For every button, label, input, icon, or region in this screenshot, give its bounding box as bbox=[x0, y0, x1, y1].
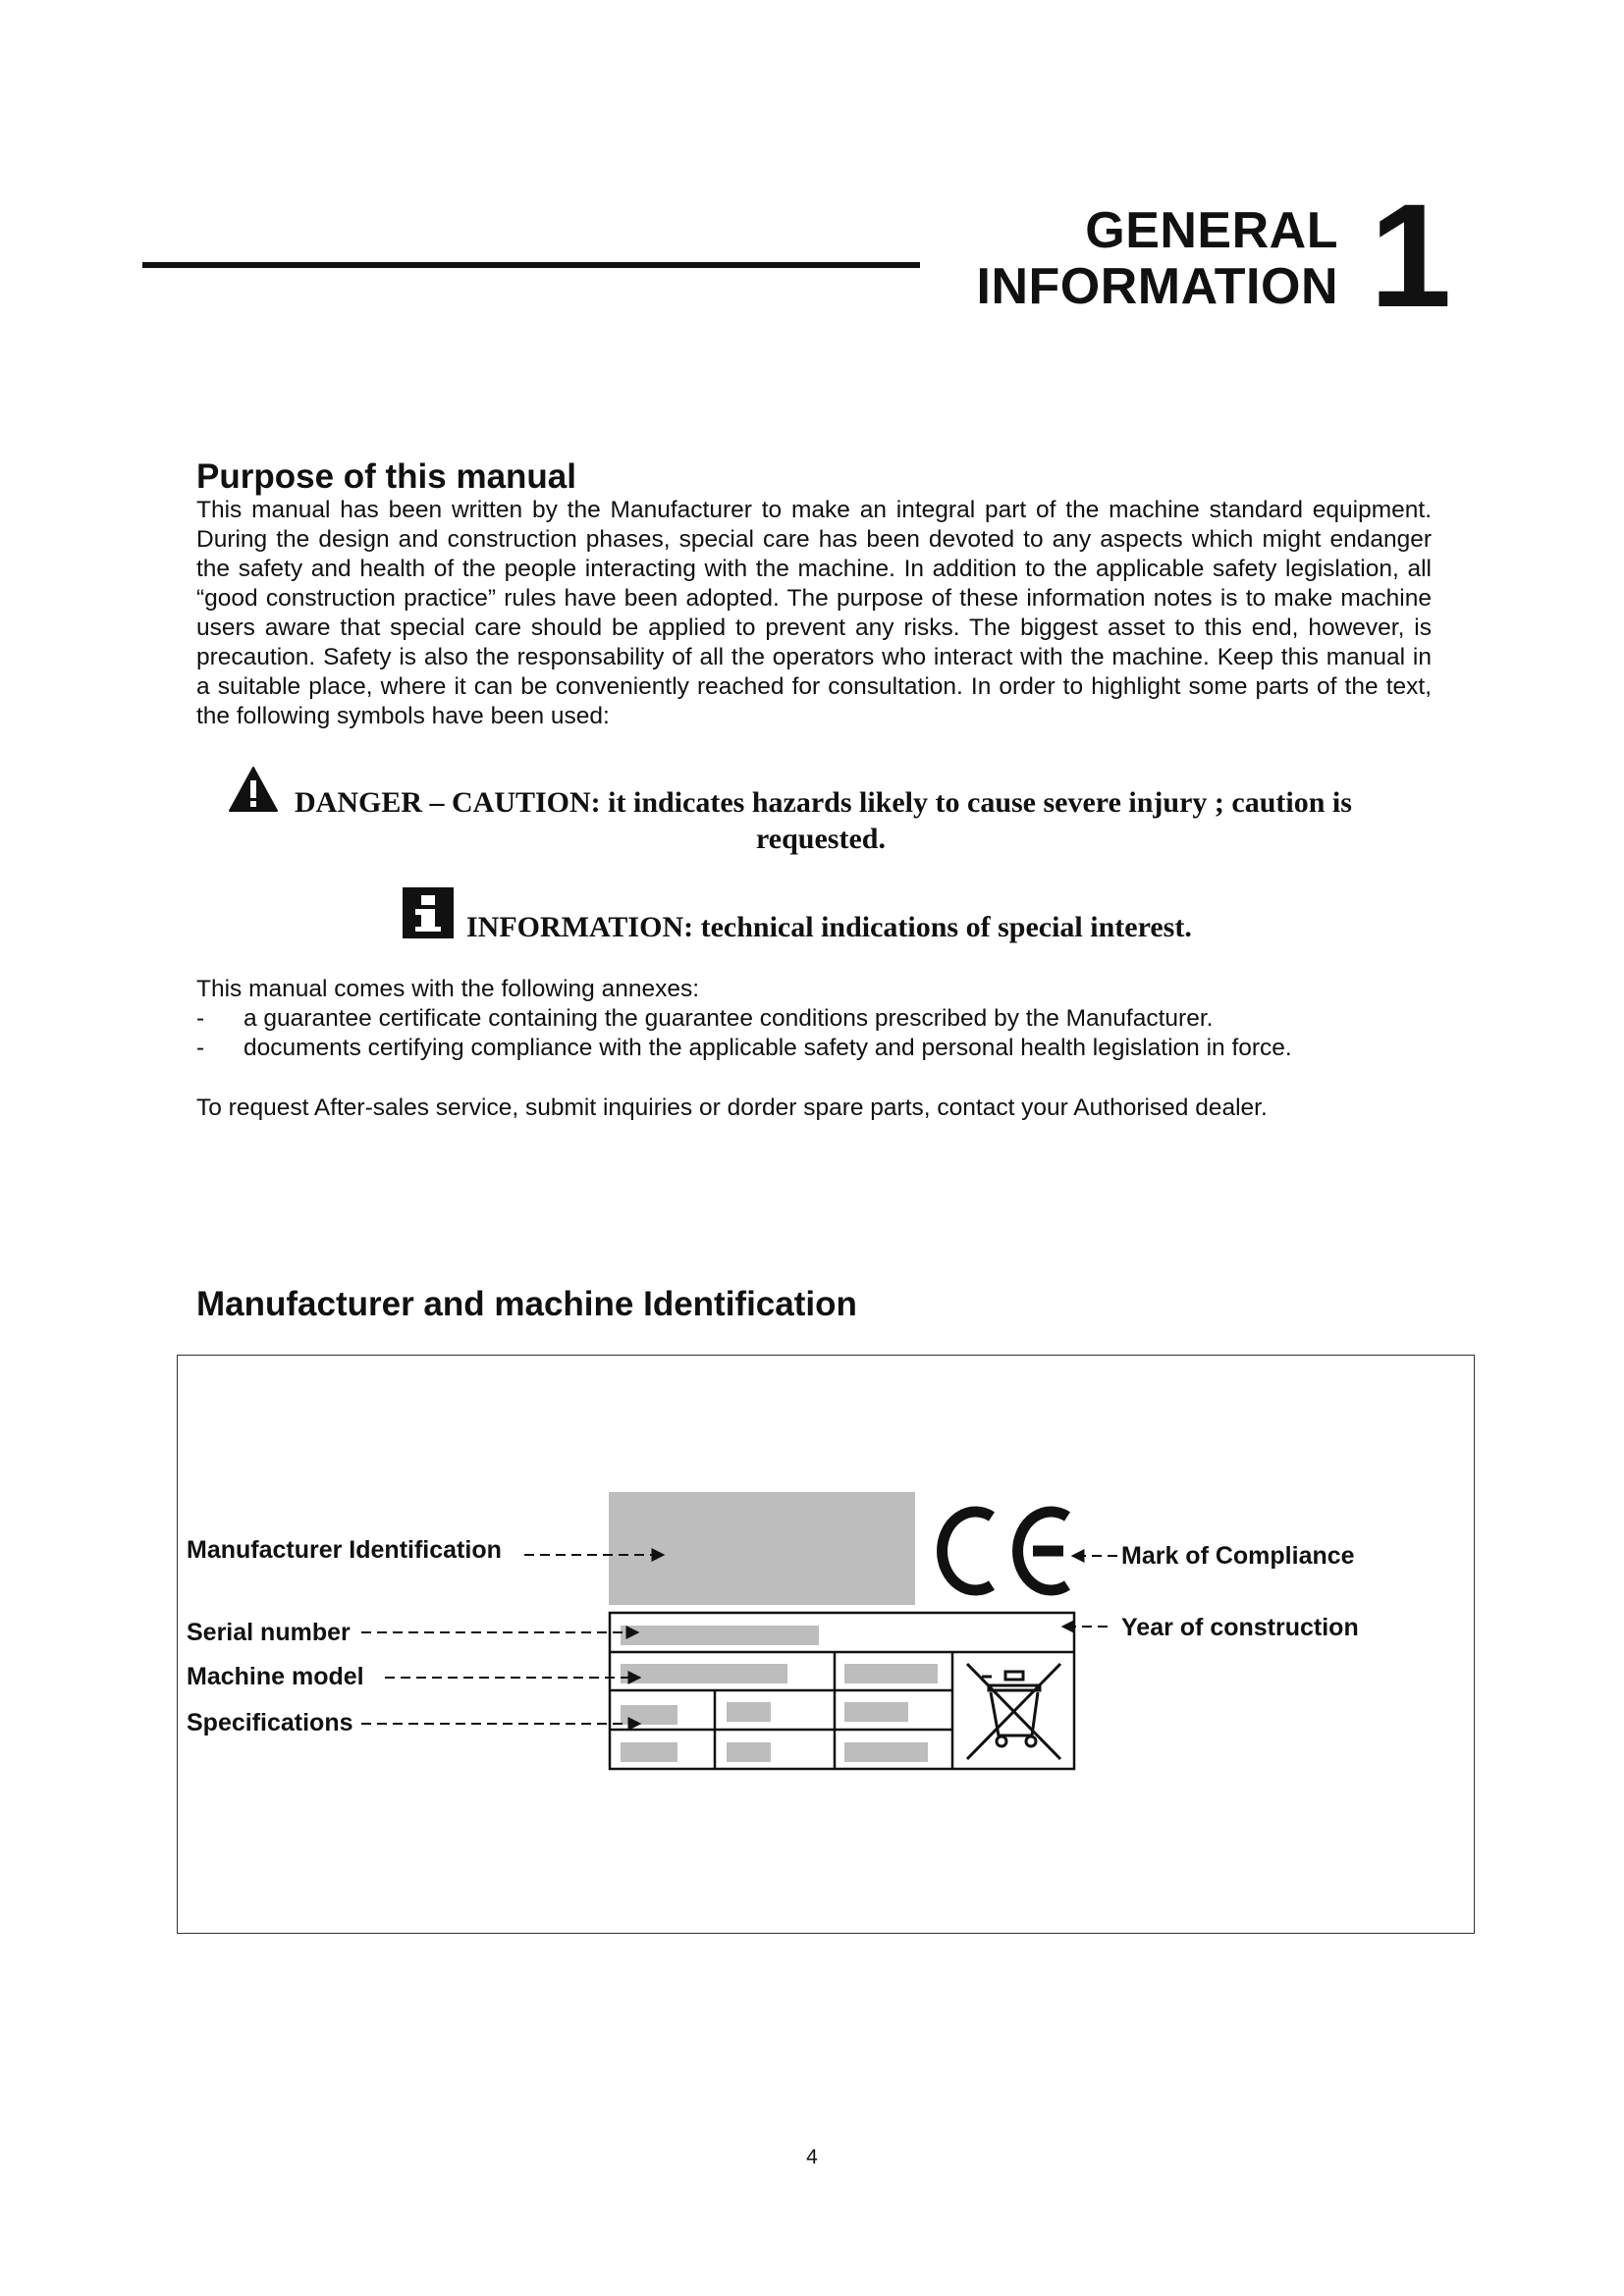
page-number: 4 bbox=[806, 2146, 818, 2168]
manufacturer-block bbox=[609, 1492, 915, 1605]
chapter-title-line2: INFORMATION bbox=[976, 258, 1338, 315]
chapter-title-line1: GENERAL bbox=[1085, 202, 1338, 259]
purpose-heading: Purpose of this manual bbox=[196, 457, 576, 496]
list-marker: - bbox=[196, 1035, 205, 1061]
chapter-number: 1 bbox=[1370, 173, 1452, 338]
manufacturer-label: Manufacturer Identification bbox=[187, 1536, 502, 1564]
machine-model-label: Machine model bbox=[187, 1663, 364, 1690]
specifications-label: Specifications bbox=[187, 1709, 353, 1736]
service-note: To request After-sales service, submit inquiries or dorder spare parts, contact your Authorised dealer. bbox=[196, 1095, 1268, 1121]
serial-number-label: Serial number bbox=[187, 1619, 351, 1646]
danger-note-line1: DANGER – CAUTION: it indicates hazards likely to cause severe injury ; caution is bbox=[295, 786, 1352, 819]
annex-item: a guarantee certificate containing the guarantee conditions prescribed by the Manufacturer. bbox=[244, 1005, 1214, 1032]
annex-item: documents certifying compliance with the applicable safety and personal health legislation in force. bbox=[244, 1035, 1292, 1061]
purpose-paragraph: This manual has been written by the Manufacturer to make an integral part of the machine standard equipment. During the design and construction phases, special care has been devoted to any aspects which might endanger the safety and health of the people interacting with the machine. In addition to the applicable safety legislation, all “good construction practice” rules have been adopted. The purpose of these information notes is to make machine users aware that special care should be applied to prevent any risks. The biggest asset to this end, however, is precaution. Safety is also the responsability of all the operators who interact with the machine. Keep this manual in a suitable place, where it can be conveniently reached for consultation. In order to highlight some parts of the text, the following symbols have been used: bbox=[196, 497, 1432, 729]
annexes-intro: This manual comes with the following annexes: bbox=[196, 976, 700, 1002]
list-marker: - bbox=[196, 1005, 205, 1032]
info-note: INFORMATION: technical indications of special interest. bbox=[466, 911, 1192, 943]
compliance-label: Mark of Compliance bbox=[1121, 1542, 1355, 1570]
ce-mark-icon bbox=[943, 1512, 1067, 1590]
year-label: Year of construction bbox=[1121, 1614, 1359, 1641]
identification-heading: Manufacturer and machine Identification bbox=[196, 1285, 857, 1323]
danger-note-line2: requested. bbox=[756, 823, 886, 855]
crossed-bin-icon bbox=[967, 1664, 1060, 1759]
